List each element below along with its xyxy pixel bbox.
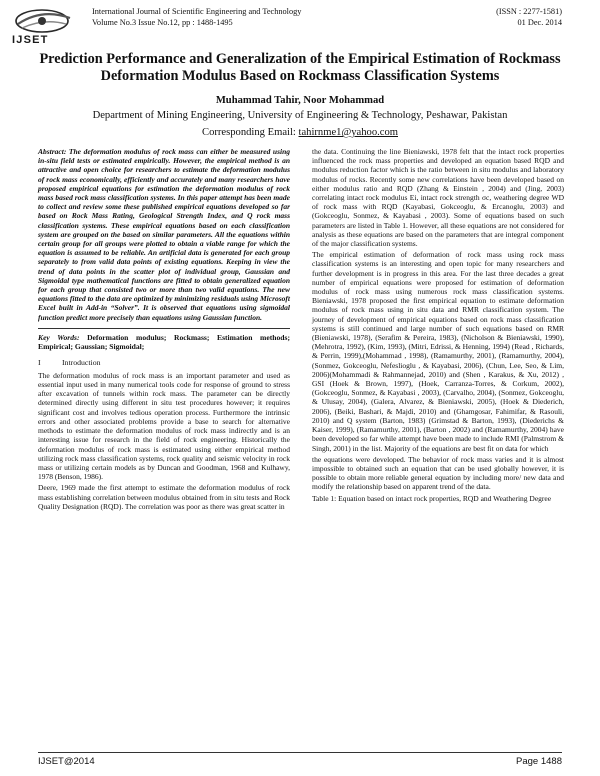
body-paragraph: The empirical estimation of deformation of rock mass using rock mass classification systems is an interesting and open topic for many researchers and further development is in progress in this area. For the last three decades a great number of empirical equations were proposed for estimation of deformation modulus of rock mass using numerous rock mass classification systems. Bieniawski, 1978 proposed the first empirical equation to estimate deformation modulus of rock mass using in situ data and RMR classification system. The journey of development of empirical equations based on rock mass classification systems is still continued and large number of such equations based on RMR (Bieniawski, 1978), (Serafim & Pereira, 1983), (Nicholson & Bieniawski, 1990), (Mehrotra, 1992), (Kim, 1993), (Mitri, Edrissi, & Henning, 1994) (Read , Richards, & Perrin, 1999),(Mohammad , 1998), (Ramamurthy, 2001), (Ramamurthy, 2004), (Sonmez, Gokceoglu, Nefeslioglu , & Kayabasi, 2006), (Chun, Lee, Seo, & Lim, 2006)(Mohammadi & Rahmannejad, 2010) and (Shen , Karakus, & Xu, 2012) , GSI (Hoek & Brown, 1997), (Hoek, Carranza-Torres, & Corkum, 2002), (Gokceoglu, Sonmez, & Kayabasi , 2003), (Carvalho, 2004), (Sonmez, Gokceoglu, & Ulusay, 2004), (Galera, Alvarez, & Bieniawski, 2005), (Hoek & Diederich, 2006), (Beiki, Bashari, & Majdi, 2010) and (Ghamgosar, Fahimifar, & Rasouli, 2010) and Q system (Barton, 1983) (Grimstad & Barton, 1993), (Diederichs & Kaiser, 1999), (Ramamurthy, 2001), (Barton , 2002) and (Ramamurthy, 2004) have been developed so far while attempt have been made to include RMI (Palmstrom & Singh, 2001) in the list. Majority of the equations are best fit on data for which (312, 250, 564, 453)
keywords (38, 333, 290, 352)
paper-authors: Muhammad Tahir, Noor Mohammad (215, 95, 385, 106)
email-link[interactable]: tahirnme1@yahoo.com (298, 127, 398, 138)
body-paragraph: the data. Continuing the line Bieniawski, 1978 felt that the intact rock properties influenced the rock mass properties and developed an equation based RQD and modulus reduction factor which is the ratio between in situ modulus and laboratory modulus of rocks. Recently some new correlations have been developed based on either modulus ratio and RQD (Zhang & Einstein , 2004) and (Jing, 2003) correlating intact rock modulus Ei, intact rock strength σc, weathering degree WD of rock mass with RQD (Kayabasi, Gokceoglu, & Ercanoglu, 2003) and (Gokceoglu, Sonmez, & Kayabasi , 2003). Some of equations based on such parameters are listed in Table 1. However, all these equations are not considered for analysis as these equations are based on the parameters that are integral component of the major classification systems. (312, 147, 564, 249)
volume-info: Volume No.3 Issue No.12, pp : 1488-1495 (92, 17, 233, 27)
paper-title: Prediction Performance and Generalization of the Empirical Estimation of Rockmass Deformation Modulus Based on Rockmass Classification Systems (39, 51, 561, 84)
issn-info (496, 7, 562, 28)
divider (38, 328, 290, 329)
corresponding-line (14, 127, 586, 138)
ijset-logo (8, 6, 86, 46)
body-paragraph: the equations were developed. The behavior of rock mass varies and it is almost impossible to obtained such an equation that can be used globally however, it is possible to obtain more reliable general equation by including more/ new data and modify the relationship based on apparent trend of the data. (312, 454, 564, 492)
right-column (312, 147, 564, 505)
paper-affiliation: Department of Mining Engineering, University of Engineering & Technology, Peshawar, Pakistan (92, 110, 508, 121)
table-caption: Table 1: Equation based on intact rock properties, RQD and Weathering Degree (312, 493, 552, 503)
corresponding-label: Corresponding Email: (202, 127, 296, 138)
body-paragraph: The deformation modulus of rock mass is an important parameter and used as essential input used in many numerical tools code for response of ground to stress after excavation of tunnels within rock mass. The parameter can be directly determined directly using different in situ test procedures however; it requires significant cost and involves tedious operation process. Furthermore the intrinsic errors and other associated problems provide a base to search for alternative methods to estimate the deformation modulus of rock mass indirectly and is an interesting issue for research in the field of rock engineering. Historically the deformation modulus of rock mass is estimated using either empirical method utilizing rock mass classification systems, rock quality and seismic velocity in rock mass or utilizing certain models as by Duncan and Goodman, 1968 and Kulhawy, 1978 (Benson, 1986). (38, 370, 290, 482)
issn: (ISSN : 2277-1581) (496, 7, 562, 16)
abstract-label: Abstract: (38, 147, 67, 156)
left-column (38, 147, 290, 513)
abstract-text: The deformation modulus of rock mass can either be measured using in-situ field tests or estimated empirically. However, the empirical method is an attractive and open choice for researchers to estimate the deformation modulus of rock mass economically, efficiently and accurately and many researchers have proposed empirical equations for estimation the deformation modulus of rock mass based rock mass classification systems. In this paper attempt has been made to collect and review some these published empirical equations developed so far based on Rock Mass Rating, Geological Strength Index, and Q rock mass classification systems. These empirical equations based on each classification system are grouped on the based on similar parameters. All the equations within certain group for all groups were plotted to obtain a viable range for which the equation is assumed to be reliable. An artificial data is generated for each group separately to from valid data points of existing equations. Keeping in view the trend of data points in the scatter plot of individual group, Gaussian and Sigmoidal type mathematical functions are fitted to obtain generalized equation for each group that consisted two or more than two valid equations. The new equations fitted to the data are optimized by minimizing residuals using Microsoft Excel built in Add-in “Solver”. It is observed that equations using sigmoidal function predict more precisely than equations using Gaussian function. (38, 147, 291, 322)
abstract (38, 147, 290, 322)
journal-name: International Journal of Scientific Engineering and Technology (92, 7, 302, 16)
page-header (0, 0, 600, 48)
keywords-text: Deformation modulus; Rockmass; Estimation methods; Empirical; Gaussian; Sigmoidal; (38, 332, 290, 352)
body-paragraph: Deere, 1969 made the first attempt to estimate the deformation modulus of rock mass establishing correlation between modulus obtained from in situ tests and Rock Quality Designation (RQD). The correlation was poor as there was great scatter in (38, 483, 290, 511)
page-number: Page 1488 (516, 756, 562, 767)
issue-date: 01 Dec. 2014 (517, 17, 562, 27)
section-heading (38, 358, 290, 367)
section-number: I (38, 357, 41, 367)
page-footer (38, 752, 562, 769)
section-title: Introduction (61, 357, 101, 367)
keywords-label: Key Words: (38, 332, 80, 342)
footer-copyright: IJSET@2014 (38, 756, 95, 767)
logo-text: IJSET (12, 34, 49, 46)
journal-info (92, 7, 301, 28)
